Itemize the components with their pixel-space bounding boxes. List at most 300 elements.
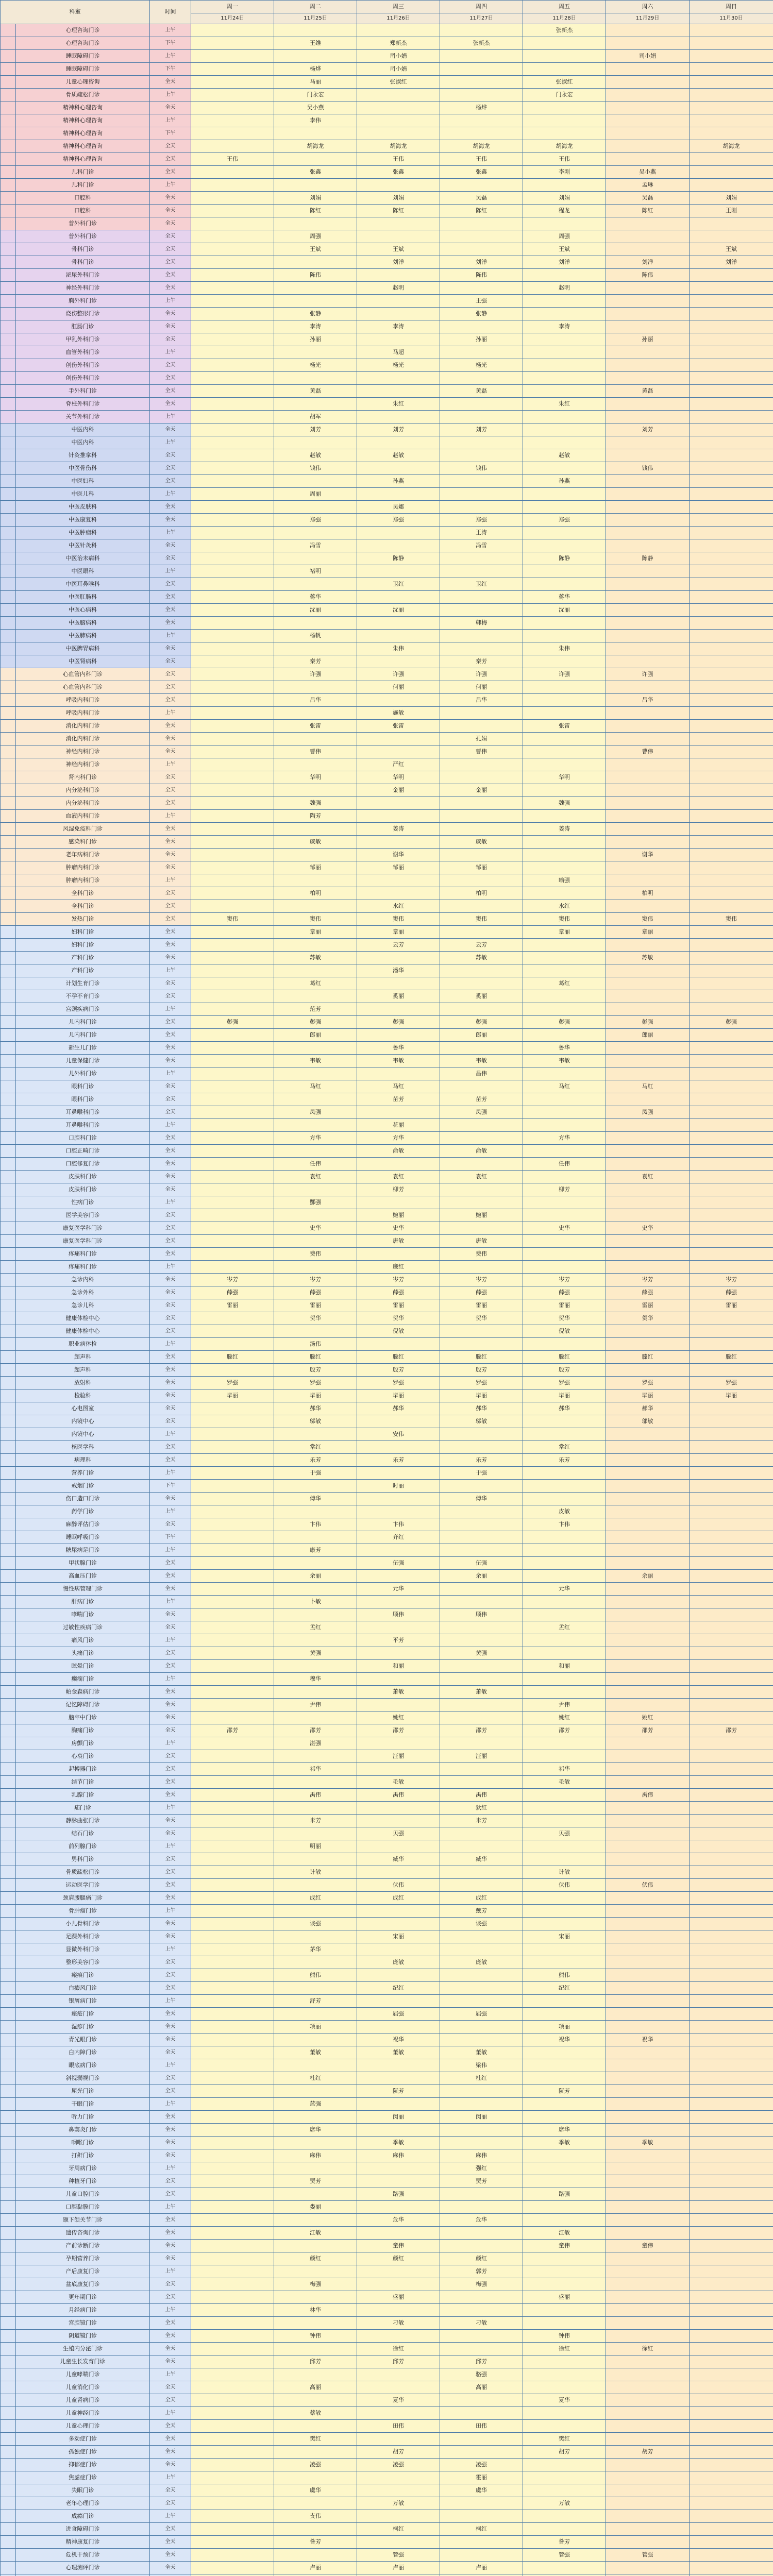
doctor-cell	[191, 2446, 274, 2459]
doctor-cell: 殷芳	[523, 1364, 606, 1377]
doctor-cell	[606, 2046, 690, 2059]
dept-cell	[1, 2201, 16, 2214]
room-cell: 产科门诊	[16, 964, 150, 977]
doctor-cell	[274, 1557, 357, 1570]
doctor-cell: 乐芳	[274, 1454, 357, 1467]
doctor-cell	[690, 733, 773, 745]
doctor-cell	[523, 733, 606, 745]
dept-cell	[1, 2124, 16, 2137]
doctor-cell	[191, 2497, 274, 2510]
doctor-cell	[357, 2021, 440, 2033]
dept-cell	[1, 256, 16, 269]
doctor-cell: 和丽	[523, 1660, 606, 1673]
dept-cell	[1, 127, 16, 140]
doctor-cell	[191, 758, 274, 771]
schedule-row	[1, 591, 773, 604]
doctor-cell	[357, 333, 440, 346]
doctor-cell	[690, 1699, 773, 1711]
doctor-cell: 吴磊	[440, 192, 523, 205]
doctor-cell: 雷丽	[191, 1299, 274, 1312]
doctor-cell: 毕丽	[690, 1389, 773, 1402]
doctor-cell: 汤伟	[274, 1338, 357, 1351]
doctor-cell: 陶芳	[274, 810, 357, 823]
doctor-cell	[606, 2574, 690, 2576]
room-cell: 房颤门诊	[16, 1737, 150, 1750]
room-cell: 超声科	[16, 1351, 150, 1364]
time-cell: 全天	[150, 2446, 191, 2459]
doctor-cell	[357, 836, 440, 849]
time-cell: 全天	[150, 2085, 191, 2098]
time-cell: 上午	[150, 1505, 191, 1518]
doctor-cell: 邵芳	[440, 1724, 523, 1737]
doctor-cell	[440, 2240, 523, 2252]
doctor-cell	[523, 630, 606, 642]
doctor-cell: 王强	[440, 295, 523, 308]
schedule-row	[1, 1995, 773, 2008]
doctor-cell	[690, 2033, 773, 2046]
header-row-days	[1, 1, 773, 13]
doctor-cell: 雷丽	[606, 1299, 690, 1312]
room-cell: 头痛门诊	[16, 1647, 150, 1660]
schedule-row	[1, 2227, 773, 2240]
time-cell: 上午	[150, 2304, 191, 2317]
doctor-cell: 薛强	[606, 1286, 690, 1299]
room-cell: 产科门诊	[16, 952, 150, 964]
doctor-cell	[606, 1892, 690, 1905]
doctor-cell: 庞敏	[440, 1956, 523, 1969]
doctor-cell: 贝强	[357, 1827, 440, 1840]
dept-cell	[1, 1467, 16, 1480]
dept-cell	[1, 398, 16, 411]
dept-cell	[1, 591, 16, 604]
dept-cell	[1, 1982, 16, 1995]
doctor-cell: 罗强	[606, 1377, 690, 1389]
doctor-cell	[274, 1750, 357, 1763]
doctor-cell	[690, 89, 773, 101]
doctor-cell	[440, 63, 523, 76]
doctor-cell	[191, 527, 274, 539]
doctor-cell	[606, 1634, 690, 1647]
doctor-cell: 乐芳	[440, 1454, 523, 1467]
dept-cell	[1, 436, 16, 449]
schedule-row	[1, 1699, 773, 1711]
dept-cell	[1, 1750, 16, 1763]
doctor-cell	[191, 256, 274, 269]
dept-cell	[1, 1493, 16, 1505]
doctor-cell	[357, 2162, 440, 2175]
doctor-cell	[274, 784, 357, 797]
doctor-cell	[523, 50, 606, 63]
doctor-cell	[690, 784, 773, 797]
doctor-cell	[523, 385, 606, 398]
time-cell: 全天	[150, 1866, 191, 1879]
doctor-cell: 陈红	[440, 205, 523, 217]
doctor-cell	[191, 1853, 274, 1866]
doctor-cell	[191, 591, 274, 604]
doctor-cell	[274, 2420, 357, 2433]
doctor-cell	[191, 849, 274, 861]
doctor-cell	[191, 1106, 274, 1119]
doctor-cell	[690, 2407, 773, 2420]
time-cell: 上午	[150, 2510, 191, 2523]
doctor-cell: 邹丽	[440, 861, 523, 874]
doctor-cell: 朱伟	[523, 642, 606, 655]
doctor-cell	[274, 398, 357, 411]
room-cell: 甲乳外科门诊	[16, 333, 150, 346]
doctor-cell	[191, 1866, 274, 1879]
doctor-cell	[440, 1531, 523, 1544]
doctor-cell	[690, 1325, 773, 1338]
doctor-cell	[191, 2201, 274, 2214]
doctor-cell	[523, 295, 606, 308]
doctor-cell	[606, 1093, 690, 1106]
dept-cell	[1, 1918, 16, 1930]
time-cell: 全天	[150, 1029, 191, 1042]
doctor-cell	[606, 2008, 690, 2021]
doctor-cell	[606, 1750, 690, 1763]
doctor-cell: 马红	[523, 1080, 606, 1093]
dept-cell	[1, 1389, 16, 1402]
schedule-row	[1, 101, 773, 114]
room-cell: 儿童消化门诊	[16, 2381, 150, 2394]
header-room: 科室	[1, 1, 150, 24]
doctor-cell	[357, 539, 440, 552]
doctor-cell	[523, 2008, 606, 2021]
doctor-cell: 王斌	[690, 243, 773, 256]
doctor-cell	[690, 1505, 773, 1518]
doctor-cell	[606, 1956, 690, 1969]
doctor-cell: 平芳	[357, 1634, 440, 1647]
doctor-cell	[690, 127, 773, 140]
doctor-cell: 强红	[440, 2162, 523, 2175]
doctor-cell: 乐芳	[357, 1454, 440, 1467]
room-cell: 心理测评门诊	[16, 2562, 150, 2574]
room-cell: 急诊儿科	[16, 1299, 150, 1312]
dept-cell	[1, 2008, 16, 2021]
schedule-row	[1, 617, 773, 630]
doctor-cell	[606, 1930, 690, 1943]
schedule-row	[1, 1196, 773, 1209]
doctor-cell	[690, 745, 773, 758]
doctor-cell: 史华	[274, 1222, 357, 1235]
doctor-cell	[690, 1969, 773, 1982]
doctor-cell: 郎丽	[274, 1029, 357, 1042]
doctor-cell	[523, 1802, 606, 1815]
doctor-cell	[191, 694, 274, 707]
schedule-row	[1, 140, 773, 153]
time-cell: 全天	[150, 2549, 191, 2562]
doctor-cell	[191, 1235, 274, 1248]
doctor-cell	[191, 630, 274, 642]
doctor-cell	[440, 1158, 523, 1171]
doctor-cell: 钱伟	[606, 462, 690, 475]
dept-cell	[1, 1789, 16, 1802]
doctor-cell	[191, 1158, 274, 1171]
doctor-cell	[606, 2523, 690, 2536]
doctor-cell: 华明	[357, 771, 440, 784]
doctor-cell: 闵丽	[357, 2111, 440, 2124]
doctor-cell	[523, 2523, 606, 2536]
doctor-cell: 程龙	[523, 205, 606, 217]
dept-cell	[1, 1621, 16, 1634]
dept-cell	[1, 1557, 16, 1570]
doctor-cell: 方华	[523, 1132, 606, 1145]
doctor-cell	[523, 1905, 606, 1918]
doctor-cell: 许强	[274, 668, 357, 681]
doctor-cell	[606, 1969, 690, 1982]
doctor-cell	[274, 2059, 357, 2072]
schedule-row	[1, 1608, 773, 1621]
doctor-cell	[440, 1325, 523, 1338]
doctor-cell	[523, 2574, 606, 2576]
doctor-cell: 彭强	[274, 1016, 357, 1029]
dept-cell	[1, 617, 16, 630]
doctor-cell	[690, 694, 773, 707]
time-cell: 上午	[150, 2201, 191, 2214]
doctor-cell	[690, 398, 773, 411]
doctor-cell	[357, 2265, 440, 2278]
time-cell: 全天	[150, 836, 191, 849]
schedule-row	[1, 1763, 773, 1776]
doctor-cell: 骆强	[440, 2368, 523, 2381]
doctor-cell	[690, 320, 773, 333]
doctor-cell: 周强	[523, 230, 606, 243]
doctor-cell	[523, 1338, 606, 1351]
doctor-cell: 赵明	[357, 282, 440, 295]
doctor-cell	[440, 1428, 523, 1441]
doctor-cell: 季敏	[523, 2137, 606, 2149]
doctor-cell	[274, 1634, 357, 1647]
doctor-cell	[357, 1699, 440, 1711]
doctor-cell	[357, 372, 440, 385]
doctor-cell: 谈强	[440, 1918, 523, 1930]
doctor-cell: 舒芳	[274, 1995, 357, 2008]
doctor-cell	[357, 488, 440, 501]
doctor-cell	[606, 501, 690, 514]
doctor-cell: 禹伟	[606, 1789, 690, 1802]
doctor-cell: 奚丽	[440, 990, 523, 1003]
doctor-cell	[440, 1518, 523, 1531]
doctor-cell	[690, 668, 773, 681]
time-cell: 全天	[150, 1377, 191, 1389]
doctor-cell	[191, 2484, 274, 2497]
doctor-cell: 梁伟	[440, 2059, 523, 2072]
time-cell: 全天	[150, 333, 191, 346]
doctor-cell: 许强	[606, 668, 690, 681]
doctor-cell	[690, 282, 773, 295]
doctor-cell: 陈伟	[606, 269, 690, 282]
doctor-cell	[274, 1776, 357, 1789]
doctor-cell: 胡海龙	[357, 140, 440, 153]
doctor-cell	[523, 1067, 606, 1080]
time-cell: 上午	[150, 411, 191, 423]
dept-cell	[1, 694, 16, 707]
time-cell: 上午	[150, 1840, 191, 1853]
doctor-cell: 孙丽	[440, 333, 523, 346]
doctor-cell	[690, 346, 773, 359]
room-cell: 湿疹门诊	[16, 2021, 150, 2033]
doctor-cell	[690, 153, 773, 166]
doctor-cell: 邵芳	[357, 1724, 440, 1737]
doctor-cell: 邬敏	[440, 1415, 523, 1428]
doctor-cell	[523, 37, 606, 50]
time-cell: 全天	[150, 1557, 191, 1570]
doctor-cell: 戴芳	[440, 1905, 523, 1918]
doctor-cell: 李涛	[274, 320, 357, 333]
doctor-cell	[274, 2317, 357, 2330]
schedule-row	[1, 1016, 773, 1029]
doctor-cell	[440, 591, 523, 604]
doctor-cell	[690, 217, 773, 230]
doctor-cell	[606, 127, 690, 140]
doctor-cell	[523, 1261, 606, 1274]
doctor-cell	[690, 1222, 773, 1235]
room-cell: 运动医学门诊	[16, 1879, 150, 1892]
doctor-cell: 宋丽	[523, 1930, 606, 1943]
doctor-cell: 黄磊	[440, 385, 523, 398]
doctor-cell	[690, 720, 773, 733]
doctor-cell	[690, 2149, 773, 2162]
doctor-cell	[606, 2162, 690, 2175]
doctor-cell	[606, 1995, 690, 2008]
doctor-cell	[357, 2227, 440, 2240]
doctor-cell: 殷芳	[440, 1364, 523, 1377]
doctor-cell	[191, 63, 274, 76]
time-cell: 全天	[150, 2433, 191, 2446]
room-cell: 普外科门诊	[16, 230, 150, 243]
doctor-cell	[523, 359, 606, 372]
doctor-cell	[274, 50, 357, 63]
doctor-cell	[690, 1261, 773, 1274]
doctor-cell	[606, 372, 690, 385]
doctor-cell: 唐敏	[440, 1235, 523, 1248]
room-cell: 甲状腺门诊	[16, 1557, 150, 1570]
doctor-cell	[523, 655, 606, 668]
doctor-cell: 元华	[523, 1583, 606, 1596]
doctor-cell	[523, 861, 606, 874]
doctor-cell	[191, 1531, 274, 1544]
schedule-row	[1, 1583, 773, 1596]
time-cell: 上午	[150, 1943, 191, 1956]
time-cell: 全天	[150, 1093, 191, 1106]
doctor-cell	[440, 964, 523, 977]
schedule-row	[1, 1042, 773, 1055]
doctor-cell	[523, 810, 606, 823]
doctor-cell	[191, 1544, 274, 1557]
doctor-cell: 伍强	[440, 1557, 523, 1570]
doctor-cell: 胡芳	[523, 2446, 606, 2459]
doctor-cell: 计敏	[274, 1866, 357, 1879]
dept-cell	[1, 308, 16, 320]
doctor-cell	[440, 2188, 523, 2201]
dept-cell	[1, 2317, 16, 2330]
doctor-cell: 卞伟	[523, 1518, 606, 1531]
schedule-row	[1, 874, 773, 887]
schedule-row	[1, 694, 773, 707]
doctor-cell	[606, 1042, 690, 1055]
doctor-cell	[523, 707, 606, 720]
doctor-cell	[274, 1711, 357, 1724]
room-cell: 中医肛肠科	[16, 591, 150, 604]
doctor-cell	[440, 1480, 523, 1493]
doctor-cell: 彭强	[606, 1016, 690, 1029]
doctor-cell: 吕华	[606, 694, 690, 707]
dept-cell	[1, 2510, 16, 2523]
doctor-cell: 邱芳	[274, 2355, 357, 2368]
doctor-cell	[274, 2394, 357, 2407]
doctor-cell	[440, 642, 523, 655]
time-cell: 上午	[150, 1119, 191, 1132]
doctor-cell: 夏华	[523, 2394, 606, 2407]
doctor-cell: 薛强	[690, 1286, 773, 1299]
dept-cell	[1, 2549, 16, 2562]
doctor-cell: 尹伟	[523, 1699, 606, 1711]
room-cell: 骨科门诊	[16, 243, 150, 256]
room-cell: 风湿免疫科门诊	[16, 823, 150, 836]
doctor-cell	[191, 887, 274, 900]
doctor-cell: 云芳	[357, 939, 440, 952]
dept-cell	[1, 282, 16, 295]
doctor-cell	[523, 1634, 606, 1647]
doctor-cell	[440, 2098, 523, 2111]
doctor-cell	[440, 1634, 523, 1647]
schedule-row	[1, 1905, 773, 1918]
doctor-cell: 窦伟	[606, 913, 690, 926]
doctor-cell	[274, 2497, 357, 2510]
room-cell: 眼科门诊	[16, 1093, 150, 1106]
dept-cell	[1, 1660, 16, 1673]
doctor-cell	[274, 1067, 357, 1080]
doctor-cell	[690, 2265, 773, 2278]
dept-cell	[1, 385, 16, 398]
doctor-cell	[274, 1480, 357, 1493]
doctor-cell	[606, 2497, 690, 2510]
doctor-cell	[523, 1750, 606, 1763]
time-cell: 全天	[150, 2355, 191, 2368]
doctor-cell: 郝华	[274, 1402, 357, 1415]
doctor-cell	[690, 2008, 773, 2021]
dept-cell	[1, 2098, 16, 2111]
doctor-cell: 刁敏	[440, 2317, 523, 2330]
doctor-cell: 王斌	[274, 243, 357, 256]
schedule-row	[1, 939, 773, 952]
doctor-cell: 支伟	[274, 2510, 357, 2523]
room-cell: 口腔科	[16, 192, 150, 205]
doctor-cell	[274, 1505, 357, 1518]
doctor-cell: 孙燕	[357, 475, 440, 488]
doctor-cell	[523, 1119, 606, 1132]
doctor-cell	[606, 114, 690, 127]
doctor-cell: 钟伟	[274, 2330, 357, 2343]
doctor-cell	[606, 2304, 690, 2317]
room-cell: 孤独症门诊	[16, 2446, 150, 2459]
schedule-row	[1, 771, 773, 784]
schedule-row	[1, 1003, 773, 1016]
doctor-cell: 苏敏	[606, 952, 690, 964]
doctor-cell: 陈伟	[274, 269, 357, 282]
doctor-cell: 华明	[274, 771, 357, 784]
time-cell: 全天	[150, 1209, 191, 1222]
room-cell: 针灸推拿科	[16, 449, 150, 462]
doctor-cell	[606, 2394, 690, 2407]
doctor-cell	[606, 1518, 690, 1531]
schedule-row	[1, 952, 773, 964]
doctor-cell: 薛强	[191, 1286, 274, 1299]
doctor-cell: 严红	[357, 758, 440, 771]
doctor-cell	[523, 488, 606, 501]
doctor-cell: 葛红	[274, 977, 357, 990]
doctor-cell: 萧敏	[440, 1686, 523, 1699]
